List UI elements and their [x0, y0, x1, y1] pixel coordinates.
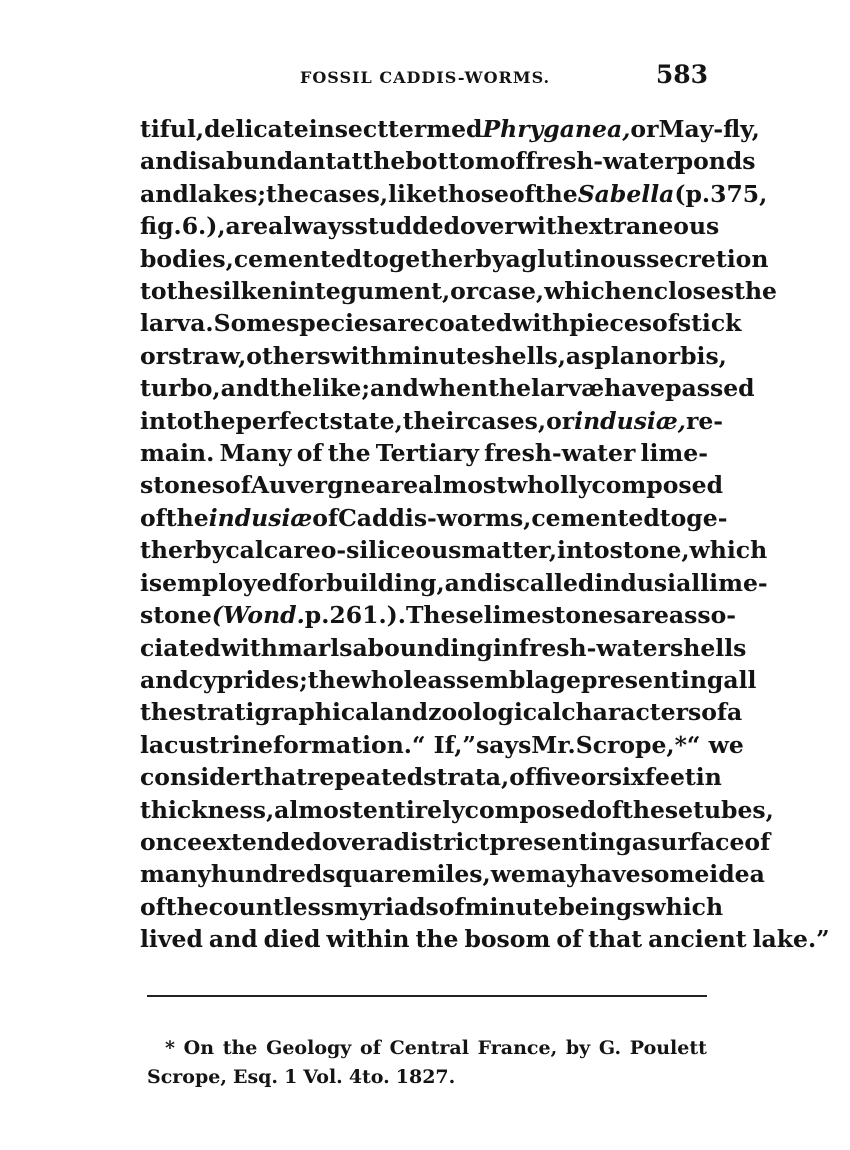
text-line [140, 113, 760, 145]
word: or [450, 277, 479, 306]
word: cases, [308, 179, 389, 208]
word: at [336, 147, 363, 176]
word: Tertiary [375, 439, 479, 468]
word: On [183, 1037, 215, 1059]
word: extraneous [573, 212, 720, 241]
word: and [379, 698, 429, 727]
word: to [140, 277, 167, 306]
word: minute [387, 341, 482, 370]
word: the [362, 147, 406, 176]
word: together [362, 244, 476, 273]
word: of [556, 925, 583, 954]
word: almost [274, 795, 363, 824]
word: which [544, 277, 622, 306]
word: by [565, 1037, 591, 1059]
word: a [631, 827, 648, 856]
word: of [438, 892, 465, 921]
word: secretion [646, 244, 769, 273]
word: abundant [210, 147, 337, 176]
word: with [330, 341, 388, 370]
word: of [312, 503, 339, 532]
word: when [418, 374, 489, 403]
word: composed [591, 471, 724, 500]
word: re- [685, 406, 724, 435]
word: fig. [140, 212, 182, 241]
word: planorbis, [594, 341, 727, 370]
word: square [322, 860, 412, 889]
word: of [596, 795, 623, 824]
word: in [695, 763, 722, 792]
word: Auvergne [250, 471, 376, 500]
word: abounding [352, 633, 493, 662]
word: district [393, 827, 490, 856]
word: are [626, 601, 669, 630]
word: (Wond. [211, 601, 305, 630]
word: “ we [686, 730, 744, 759]
word: of [509, 763, 535, 792]
word: for [288, 568, 327, 597]
word: lived [140, 925, 203, 954]
word: bottom [405, 147, 500, 176]
word: that [253, 763, 308, 792]
word: of [652, 309, 678, 338]
word: strata, [423, 763, 510, 792]
word: that [588, 925, 643, 954]
word: of [499, 147, 526, 176]
word: have [579, 860, 641, 889]
word: stick [677, 309, 742, 338]
word: five [534, 763, 581, 792]
word: 261.). [329, 601, 406, 630]
text-line [140, 178, 768, 210]
word: over [460, 212, 517, 241]
word: glutinous [520, 244, 647, 273]
page-header [140, 60, 708, 96]
word: (p. [674, 179, 711, 208]
word: pieces [569, 309, 653, 338]
word: asso- [668, 601, 737, 630]
word: or [546, 406, 575, 435]
word: all [723, 665, 757, 694]
word: lacustrine [140, 730, 273, 759]
word: the [734, 277, 777, 306]
text-line [140, 567, 768, 599]
word: lakes; [188, 179, 267, 208]
word: delicate [204, 115, 309, 143]
word: six [608, 763, 645, 792]
word: of [508, 179, 535, 208]
footnote-marker: * [165, 1037, 175, 1059]
text-line [140, 437, 708, 469]
word: or [630, 115, 659, 143]
text-line [140, 826, 771, 858]
word: their [402, 406, 467, 435]
word: 375, [710, 179, 768, 208]
word: some [640, 860, 710, 889]
text-line [140, 405, 724, 437]
word: the [192, 406, 236, 435]
word: and [140, 147, 189, 176]
text-line [140, 275, 777, 307]
word: in [492, 633, 519, 662]
word: wholly [506, 471, 592, 500]
word: integument, [288, 277, 451, 306]
word: ciated [140, 633, 221, 662]
word: or [140, 341, 169, 370]
word: extended [202, 827, 322, 856]
text-line [140, 340, 727, 372]
word: and [140, 665, 189, 694]
text-line [140, 891, 724, 923]
word: ther [140, 536, 196, 565]
text-line [140, 502, 728, 534]
word: These [405, 601, 484, 630]
word: case, [478, 277, 545, 306]
word: Esq. [232, 1066, 279, 1088]
word: Many [219, 439, 292, 468]
word: calcareo-siliceous [225, 536, 462, 565]
word: of [360, 1037, 381, 1059]
text-line [140, 794, 774, 826]
footnote [147, 1034, 707, 1092]
text-line [140, 145, 756, 177]
word: and [140, 179, 189, 208]
word: cemented [233, 244, 363, 273]
word: bosom [464, 925, 551, 954]
word: passed [665, 374, 755, 403]
word: silken [209, 277, 289, 306]
word: fresh-water [484, 439, 636, 468]
word: termed [388, 115, 483, 143]
word: larvæ [531, 374, 605, 403]
word: those [437, 179, 509, 208]
word: into [140, 406, 193, 435]
word: species [286, 309, 383, 338]
word: like [388, 179, 438, 208]
word: tubes, [693, 795, 774, 824]
word: idea [709, 860, 765, 889]
word: of [296, 439, 323, 468]
word: Vol. [303, 1066, 343, 1088]
text-line [140, 696, 743, 728]
running-head: FOSSIL CADDIS-WORMS. [300, 68, 551, 87]
word: encloses [621, 277, 735, 306]
text-line [140, 858, 765, 890]
word: have [604, 374, 666, 403]
word: once [140, 827, 203, 856]
word: the [307, 665, 351, 694]
word: Poulett [629, 1037, 707, 1059]
word: France, [477, 1037, 558, 1059]
word: bodies, [140, 244, 234, 273]
word: surface [647, 827, 745, 856]
word: Some [213, 309, 287, 338]
word: whole [350, 665, 428, 694]
word: shells, [481, 341, 566, 370]
word: ponds [676, 147, 756, 176]
word: marls [277, 633, 353, 662]
word: cases, [466, 406, 547, 435]
word: toge- [659, 503, 728, 532]
word: we [490, 860, 526, 889]
word: “ If,” [411, 730, 476, 759]
word: called [515, 568, 595, 597]
word: thickness, [140, 795, 275, 824]
footnote-line [147, 1063, 707, 1092]
word: countless [208, 892, 335, 921]
word: fresh-water [525, 147, 677, 176]
word: cyprides; [188, 665, 308, 694]
text-line [140, 534, 768, 566]
word: which [689, 536, 768, 565]
word: may [525, 860, 580, 889]
word: with [516, 212, 574, 241]
word: miles, [411, 860, 491, 889]
word: with [512, 309, 570, 338]
footnote-line [147, 1034, 707, 1063]
word: entirely [362, 795, 465, 824]
body-text [140, 113, 830, 956]
word: 1 [284, 1066, 298, 1088]
word: the [140, 698, 183, 727]
word: with [220, 633, 278, 662]
word: the [534, 179, 578, 208]
word: 4to. [348, 1066, 390, 1088]
word: the [266, 179, 309, 208]
word: as [565, 341, 595, 370]
word: these [622, 795, 694, 824]
word: indusial [594, 568, 701, 597]
word: lime- [640, 439, 708, 468]
word: is [140, 568, 163, 597]
word: beings [558, 892, 646, 921]
word: like; [312, 374, 371, 403]
word: Mr. [531, 730, 576, 759]
word: G. [598, 1037, 622, 1059]
text-line [140, 307, 742, 339]
word: the [488, 374, 532, 403]
word: p. [304, 601, 330, 630]
word: stratigraphical [182, 698, 380, 727]
word: stones [140, 471, 226, 500]
word: presenting [489, 827, 632, 856]
word: Scrope,* [575, 730, 687, 759]
word: tiful, [140, 115, 205, 143]
word: building, [326, 568, 445, 597]
word: by [475, 244, 506, 273]
page-number: 583 [655, 60, 708, 89]
word: lime- [700, 568, 768, 597]
word: over [321, 827, 379, 856]
word: is [493, 568, 516, 597]
word: a [726, 698, 743, 727]
word: Phryganea, [482, 115, 631, 143]
text-line [140, 664, 757, 696]
word: Caddis-worms, [338, 503, 532, 532]
word: coated [424, 309, 513, 338]
word: are [375, 471, 419, 500]
word: indusiæ, [574, 406, 686, 435]
word: composed [464, 795, 597, 824]
word: Scrope, [147, 1066, 227, 1088]
word: Geology [266, 1037, 352, 1059]
text-line [140, 761, 722, 793]
word: Central [389, 1037, 469, 1059]
word: limestones [483, 601, 627, 630]
word: the [165, 503, 209, 532]
word: within [326, 925, 410, 954]
word: and [220, 374, 270, 403]
word: formation. [272, 730, 412, 759]
word: myriads [334, 892, 439, 921]
text-line [140, 729, 744, 761]
word: larva. [140, 309, 214, 338]
word: says [475, 730, 532, 759]
word: into [557, 536, 610, 565]
word: of [140, 892, 166, 921]
word: the [269, 374, 313, 403]
text-line [140, 243, 769, 275]
text-line [140, 923, 830, 955]
word: a [505, 244, 521, 273]
word: of [225, 471, 251, 500]
word: insect [308, 115, 389, 143]
word: stone [140, 601, 212, 630]
word: Sabella [577, 179, 675, 208]
word: employed [162, 568, 289, 597]
word: minute [464, 892, 559, 921]
word: 1827. [395, 1066, 456, 1088]
word: state, [329, 406, 403, 435]
word: matter, [461, 536, 558, 565]
word: and [208, 925, 258, 954]
word: which [645, 892, 724, 921]
word: turbo, [140, 374, 221, 403]
word: 6.), [181, 212, 226, 241]
word: main. [140, 439, 215, 468]
word: died [263, 925, 321, 954]
word: is [188, 147, 211, 176]
text-line [140, 372, 755, 404]
word: always [268, 212, 355, 241]
text-line [140, 632, 747, 664]
word: of [701, 698, 727, 727]
word: by [195, 536, 226, 565]
word: consider [140, 763, 253, 792]
word: straw, [168, 341, 247, 370]
word: studded [354, 212, 461, 241]
word: ancient [648, 925, 747, 954]
word: others [246, 341, 331, 370]
word: lake.” [752, 925, 830, 954]
word: repeated [307, 763, 424, 792]
text-line [140, 599, 737, 631]
word: and [370, 374, 419, 403]
word: a [378, 827, 394, 856]
word: the [327, 439, 371, 468]
word: the [222, 1037, 258, 1059]
word: fresh-water [518, 633, 671, 662]
word: indusiæ [208, 503, 313, 532]
word: perfect [235, 406, 330, 435]
text-line [140, 210, 720, 242]
word: presenting [581, 665, 724, 694]
word: the [166, 277, 210, 306]
word: or [580, 763, 609, 792]
word: the [165, 892, 209, 921]
word: cemented [531, 503, 660, 532]
word: the [415, 925, 459, 954]
word: hundred [210, 860, 323, 889]
word: feet [644, 763, 696, 792]
word: many [140, 860, 211, 889]
word: almost [418, 471, 507, 500]
footnote-divider [147, 995, 707, 997]
word: of [744, 827, 771, 856]
word: shells [670, 633, 747, 662]
word: stone, [609, 536, 690, 565]
word: zoological [428, 698, 562, 727]
word: are [225, 212, 269, 241]
word: May-fly, [658, 115, 760, 143]
text-line [140, 469, 724, 501]
word: are [382, 309, 425, 338]
word: assemblage [427, 665, 582, 694]
word: characters [561, 698, 702, 727]
word: of [140, 503, 166, 532]
word: and [444, 568, 494, 597]
